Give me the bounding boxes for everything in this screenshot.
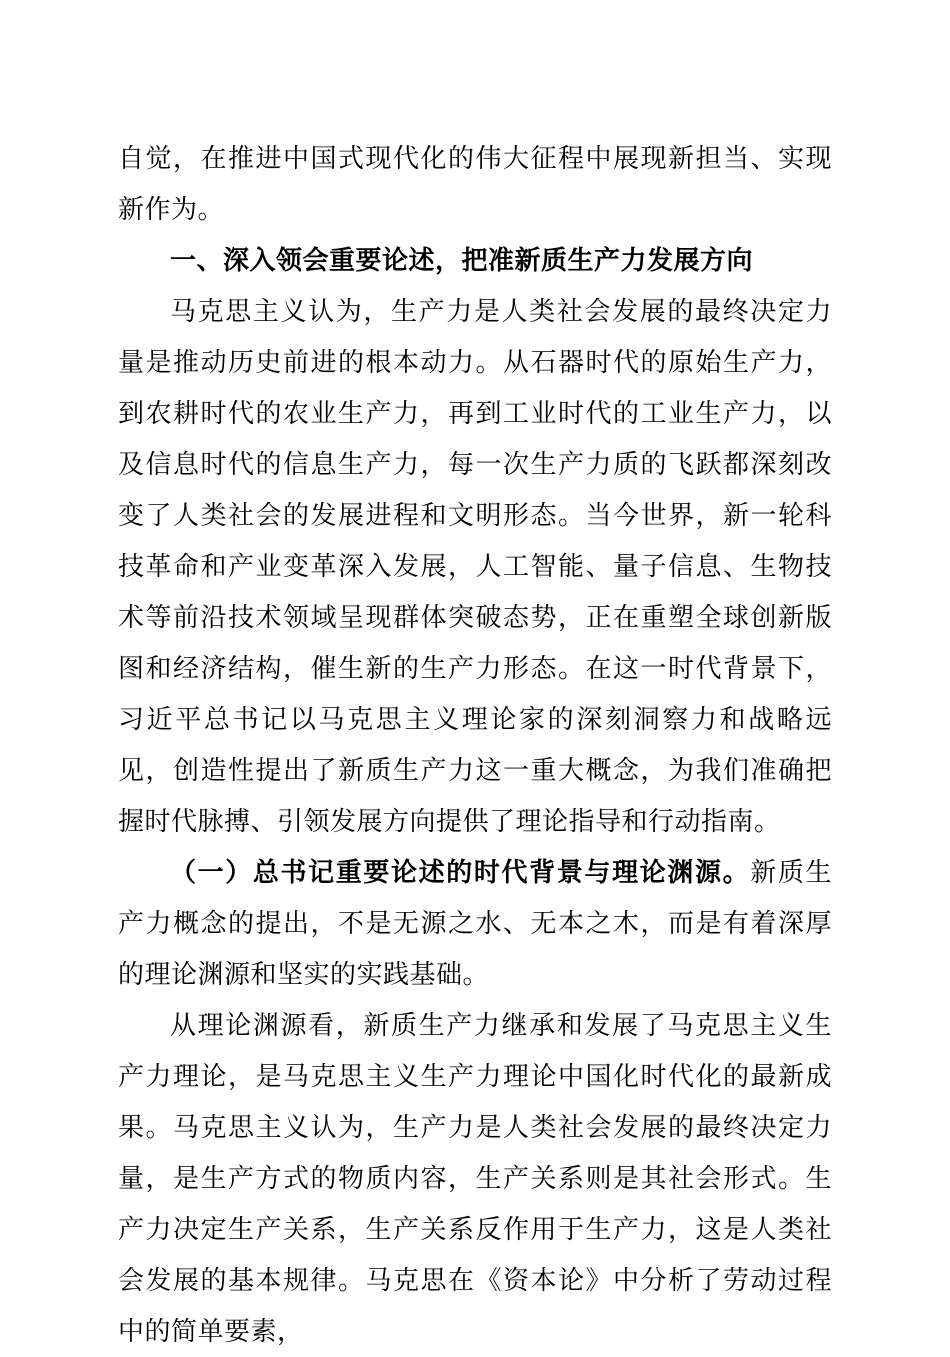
paragraph-body: 马克思主义认为，生产力是人类社会发展的最终决定力量是推动历史前进的根本动力。从石器时代的原始生产力，到农耕时代的农业生产力，再到工业时代的工业生产力，以及信息时代的信息生产力，每一次生产力质的飞跃都深刻改变了人类社会的发展进程和文明形态。当今世界，新一轮科技革命和产业变革深入发展，人工智能、量子信息、生物技术等前沿技术领域呈现群体突破态势，正在重塑全球创新版图和经济结构，催生新的生产力形态。在这一时代背景下，习近平总书记以马克思主义理论家的深刻洞察力和战略远见，创造性提出了新质生产力这一重大概念，为我们准确把握时代脉搏、引领发展方向提供了理论指导和行动指南。 <box>118 297 832 836</box>
paragraph-with-lead <box>118 847 832 1000</box>
paragraph-continuation: 自觉，在推进中国式现代化的伟大征程中展现新担当、实现新作为。 <box>118 144 832 224</box>
paragraph-lead-rest: 新质生产力概念的提出，不是无源之水、无本之木，而是有着深厚的理论渊源和坚实的实践基础。 <box>118 858 832 989</box>
section-heading: 一、深入领会重要论述，把准新质生产力发展方向 <box>170 245 754 275</box>
paragraph-body: 从理论渊源看，新质生产力继承和发展了马克思主义生产力理论，是马克思主义生产力理论中国化时代化的最新成果。马克思主义认为，生产力是人类社会发展的最终决定力量，是生产方式的物质内容，生产关系则是其社会形式。生产力决定生产关系，生产关系反作用于生产力，这是人类社会发展的基本规律。马克思在《资本论》中分析了劳动过程中的简单要素， <box>118 1011 832 1346</box>
paragraph-bold-lead: （一）总书记重要论述的时代背景与理论渊源。 <box>170 858 751 887</box>
